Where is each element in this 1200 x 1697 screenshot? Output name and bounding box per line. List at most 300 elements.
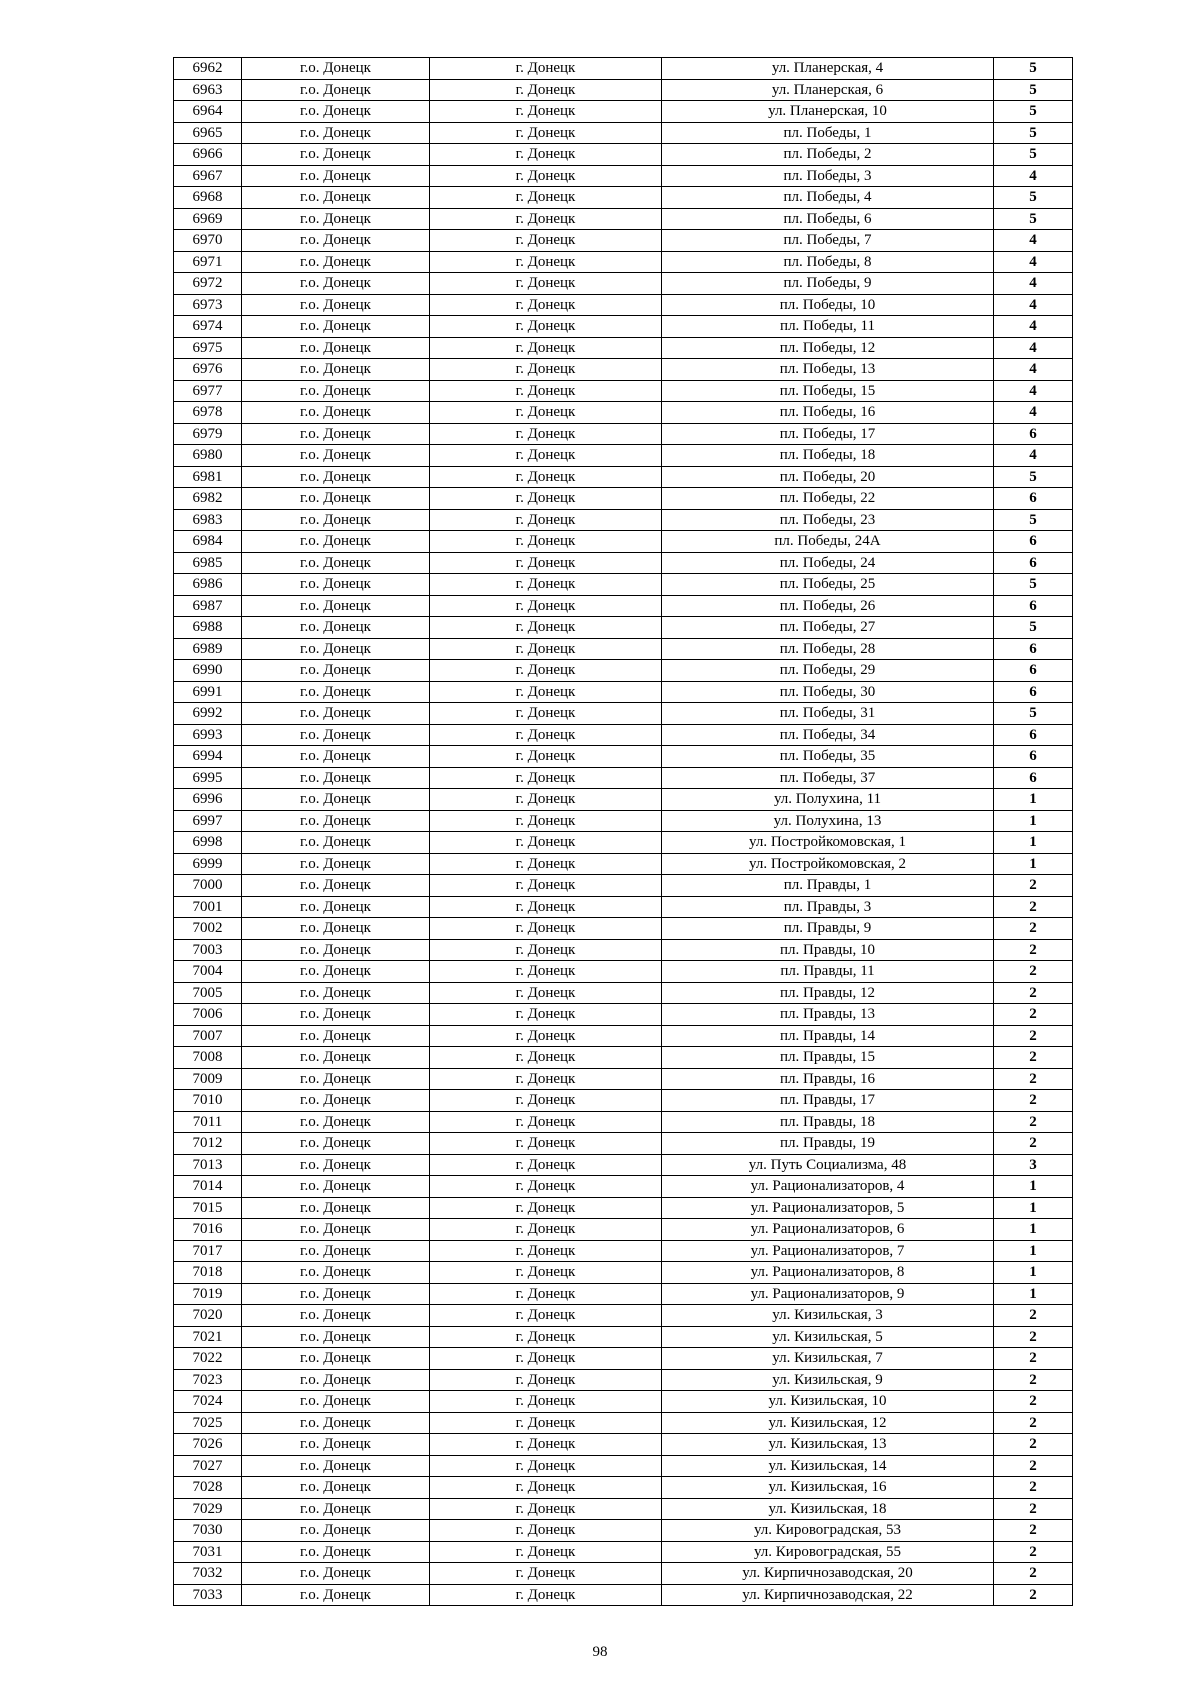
address-cell: ул. Кизильская, 13: [662, 1434, 994, 1456]
value-cell: 2: [994, 1090, 1073, 1112]
district-cell: г.о. Донецк: [242, 767, 430, 789]
district-cell: г.о. Донецк: [242, 380, 430, 402]
table-row: [174, 1111, 1073, 1133]
value-cell: 6: [994, 423, 1073, 445]
district-cell: г.о. Донецк: [242, 1176, 430, 1198]
value-cell: 4: [994, 165, 1073, 187]
row-id-cell: 6973: [174, 294, 242, 316]
table-row: [174, 896, 1073, 918]
address-cell: пл. Победы, 4: [662, 187, 994, 209]
address-cell: пл. Победы, 15: [662, 380, 994, 402]
city-cell: г. Донецк: [430, 1133, 662, 1155]
row-id-cell: 7023: [174, 1369, 242, 1391]
table-row: [174, 961, 1073, 983]
city-cell: г. Донецк: [430, 853, 662, 875]
value-cell: 1: [994, 789, 1073, 811]
table-row: [174, 273, 1073, 295]
district-cell: г.о. Донецк: [242, 918, 430, 940]
address-cell: пл. Победы, 3: [662, 165, 994, 187]
row-id-cell: 6999: [174, 853, 242, 875]
row-id-cell: 6989: [174, 638, 242, 660]
table-row: [174, 466, 1073, 488]
city-cell: г. Донецк: [430, 208, 662, 230]
row-id-cell: 6972: [174, 273, 242, 295]
city-cell: г. Донецк: [430, 1240, 662, 1262]
row-id-cell: 6968: [174, 187, 242, 209]
table-row: [174, 423, 1073, 445]
table-row: [174, 703, 1073, 725]
city-cell: г. Донецк: [430, 380, 662, 402]
table-row: [174, 294, 1073, 316]
table-row: [174, 617, 1073, 639]
row-id-cell: 6976: [174, 359, 242, 381]
value-cell: 2: [994, 1391, 1073, 1413]
table-row: [174, 1219, 1073, 1241]
city-cell: г. Донецк: [430, 1477, 662, 1499]
value-cell: 6: [994, 488, 1073, 510]
value-cell: 1: [994, 1219, 1073, 1241]
city-cell: г. Донецк: [430, 1025, 662, 1047]
table-row: [174, 402, 1073, 424]
city-cell: г. Донецк: [430, 294, 662, 316]
table-row: [174, 359, 1073, 381]
row-id-cell: 6981: [174, 466, 242, 488]
row-id-cell: 7029: [174, 1498, 242, 1520]
city-cell: г. Донецк: [430, 1305, 662, 1327]
city-cell: г. Донецк: [430, 79, 662, 101]
address-cell: пл. Правды, 14: [662, 1025, 994, 1047]
row-id-cell: 7012: [174, 1133, 242, 1155]
table-row: [174, 1305, 1073, 1327]
district-cell: г.о. Донецк: [242, 1004, 430, 1026]
address-cell: пл. Победы, 29: [662, 660, 994, 682]
address-cell: ул. Полухина, 13: [662, 810, 994, 832]
city-cell: г. Донецк: [430, 724, 662, 746]
district-cell: г.о. Донецк: [242, 101, 430, 123]
city-cell: г. Донецк: [430, 1219, 662, 1241]
value-cell: 2: [994, 1455, 1073, 1477]
value-cell: 4: [994, 294, 1073, 316]
row-id-cell: 6974: [174, 316, 242, 338]
district-cell: г.о. Донецк: [242, 1455, 430, 1477]
table-row: [174, 1498, 1073, 1520]
table-row: [174, 681, 1073, 703]
city-cell: г. Донецк: [430, 1498, 662, 1520]
address-cell: ул. Кизильская, 16: [662, 1477, 994, 1499]
row-id-cell: 6992: [174, 703, 242, 725]
row-id-cell: 6993: [174, 724, 242, 746]
address-cell: пл. Победы, 26: [662, 595, 994, 617]
city-cell: г. Донецк: [430, 832, 662, 854]
row-id-cell: 7013: [174, 1154, 242, 1176]
table-row: [174, 982, 1073, 1004]
row-id-cell: 7000: [174, 875, 242, 897]
district-cell: г.о. Донецк: [242, 1520, 430, 1542]
table-body: [174, 58, 1073, 1606]
value-cell: 4: [994, 380, 1073, 402]
city-cell: г. Донецк: [430, 1520, 662, 1542]
value-cell: 4: [994, 273, 1073, 295]
address-cell: пл. Победы, 13: [662, 359, 994, 381]
address-cell: ул. Кирпичнозаводская, 22: [662, 1584, 994, 1606]
address-cell: ул. Кизильская, 18: [662, 1498, 994, 1520]
district-cell: г.о. Донецк: [242, 402, 430, 424]
value-cell: 4: [994, 316, 1073, 338]
city-cell: г. Донецк: [430, 144, 662, 166]
table-row: [174, 724, 1073, 746]
address-cell: пл. Победы, 20: [662, 466, 994, 488]
city-cell: г. Донецк: [430, 1563, 662, 1585]
row-id-cell: 7020: [174, 1305, 242, 1327]
address-cell: пл. Победы, 24: [662, 552, 994, 574]
row-id-cell: 6982: [174, 488, 242, 510]
city-cell: г. Донецк: [430, 509, 662, 531]
city-cell: г. Донецк: [430, 1434, 662, 1456]
district-cell: г.о. Донецк: [242, 445, 430, 467]
value-cell: 2: [994, 1477, 1073, 1499]
value-cell: 5: [994, 101, 1073, 123]
district-cell: г.о. Донецк: [242, 1047, 430, 1069]
district-cell: г.о. Донецк: [242, 488, 430, 510]
district-cell: г.о. Донецк: [242, 144, 430, 166]
row-id-cell: 7017: [174, 1240, 242, 1262]
address-cell: пл. Победы, 10: [662, 294, 994, 316]
district-cell: г.о. Донецк: [242, 1262, 430, 1284]
table-row: [174, 1326, 1073, 1348]
address-cell: пл. Правды, 15: [662, 1047, 994, 1069]
address-cell: ул. Кизильская, 5: [662, 1326, 994, 1348]
city-cell: г. Донецк: [430, 595, 662, 617]
value-cell: 1: [994, 1283, 1073, 1305]
row-id-cell: 6991: [174, 681, 242, 703]
value-cell: 6: [994, 767, 1073, 789]
address-cell: пл. Победы, 22: [662, 488, 994, 510]
row-id-cell: 7032: [174, 1563, 242, 1585]
district-cell: г.о. Донецк: [242, 961, 430, 983]
address-cell: ул. Рационализаторов, 9: [662, 1283, 994, 1305]
value-cell: 2: [994, 1584, 1073, 1606]
district-cell: г.о. Донецк: [242, 681, 430, 703]
city-cell: г. Донецк: [430, 165, 662, 187]
address-cell: пл. Победы, 9: [662, 273, 994, 295]
value-cell: 2: [994, 1133, 1073, 1155]
address-cell: ул. Кизильская, 3: [662, 1305, 994, 1327]
district-cell: г.о. Донецк: [242, 574, 430, 596]
address-cell: ул. Кирпичнозаводская, 20: [662, 1563, 994, 1585]
address-cell: ул. Кировоградская, 53: [662, 1520, 994, 1542]
table-row: [174, 58, 1073, 80]
table-row: [174, 187, 1073, 209]
district-cell: г.о. Донецк: [242, 1326, 430, 1348]
city-cell: г. Донецк: [430, 101, 662, 123]
district-cell: г.о. Донецк: [242, 1240, 430, 1262]
value-cell: 2: [994, 1563, 1073, 1585]
row-id-cell: 6988: [174, 617, 242, 639]
city-cell: г. Донецк: [430, 789, 662, 811]
city-cell: г. Донецк: [430, 1111, 662, 1133]
value-cell: 2: [994, 1004, 1073, 1026]
city-cell: г. Донецк: [430, 810, 662, 832]
district-cell: г.о. Донецк: [242, 746, 430, 768]
district-cell: г.о. Донецк: [242, 1541, 430, 1563]
address-cell: пл. Победы, 8: [662, 251, 994, 273]
address-cell: пл. Победы, 1: [662, 122, 994, 144]
value-cell: 3: [994, 1154, 1073, 1176]
address-cell: ул. Рационализаторов, 7: [662, 1240, 994, 1262]
value-cell: 6: [994, 552, 1073, 574]
city-cell: г. Донецк: [430, 1262, 662, 1284]
district-cell: г.о. Донецк: [242, 1154, 430, 1176]
table-row: [174, 1584, 1073, 1606]
district-cell: г.о. Донецк: [242, 703, 430, 725]
row-id-cell: 6990: [174, 660, 242, 682]
table-row: [174, 380, 1073, 402]
address-cell: ул. Кизильская, 7: [662, 1348, 994, 1370]
row-id-cell: 7006: [174, 1004, 242, 1026]
row-id-cell: 6985: [174, 552, 242, 574]
value-cell: 5: [994, 466, 1073, 488]
city-cell: г. Донецк: [430, 1197, 662, 1219]
city-cell: г. Донецк: [430, 1283, 662, 1305]
city-cell: г. Донецк: [430, 316, 662, 338]
table-row: [174, 595, 1073, 617]
table-row: [174, 316, 1073, 338]
address-cell: ул. Рационализаторов, 8: [662, 1262, 994, 1284]
table-row: [174, 1434, 1073, 1456]
row-id-cell: 6971: [174, 251, 242, 273]
address-cell: пл. Победы, 31: [662, 703, 994, 725]
value-cell: 6: [994, 746, 1073, 768]
district-cell: г.о. Донецк: [242, 1498, 430, 1520]
value-cell: 5: [994, 58, 1073, 80]
address-cell: пл. Победы, 35: [662, 746, 994, 768]
row-id-cell: 6969: [174, 208, 242, 230]
row-id-cell: 7002: [174, 918, 242, 940]
city-cell: г. Донецк: [430, 660, 662, 682]
value-cell: 1: [994, 853, 1073, 875]
city-cell: г. Донецк: [430, 488, 662, 510]
district-cell: г.о. Донецк: [242, 1111, 430, 1133]
city-cell: г. Донецк: [430, 1154, 662, 1176]
address-cell: пл. Победы, 34: [662, 724, 994, 746]
city-cell: г. Донецк: [430, 638, 662, 660]
city-cell: г. Донецк: [430, 1412, 662, 1434]
row-id-cell: 7018: [174, 1262, 242, 1284]
table-row: [174, 1412, 1073, 1434]
row-id-cell: 6966: [174, 144, 242, 166]
table-row: [174, 509, 1073, 531]
table-row: [174, 445, 1073, 467]
district-cell: г.о. Донецк: [242, 1584, 430, 1606]
row-id-cell: 7028: [174, 1477, 242, 1499]
city-cell: г. Донецк: [430, 1541, 662, 1563]
district-cell: г.о. Донецк: [242, 466, 430, 488]
table-row: [174, 1541, 1073, 1563]
table-row: [174, 853, 1073, 875]
address-cell: пл. Победы, 23: [662, 509, 994, 531]
district-cell: г.о. Донецк: [242, 531, 430, 553]
city-cell: г. Донецк: [430, 1391, 662, 1413]
table-row: [174, 1348, 1073, 1370]
row-id-cell: 6978: [174, 402, 242, 424]
value-cell: 5: [994, 703, 1073, 725]
row-id-cell: 6997: [174, 810, 242, 832]
value-cell: 2: [994, 1520, 1073, 1542]
value-cell: 4: [994, 359, 1073, 381]
district-cell: г.о. Донецк: [242, 79, 430, 101]
address-cell: ул. Планерская, 4: [662, 58, 994, 80]
district-cell: г.о. Донецк: [242, 1348, 430, 1370]
district-cell: г.о. Донецк: [242, 595, 430, 617]
row-id-cell: 7027: [174, 1455, 242, 1477]
value-cell: 6: [994, 681, 1073, 703]
row-id-cell: 6970: [174, 230, 242, 252]
table-row: [174, 1520, 1073, 1542]
value-cell: 4: [994, 402, 1073, 424]
row-id-cell: 7007: [174, 1025, 242, 1047]
city-cell: г. Донецк: [430, 251, 662, 273]
value-cell: 5: [994, 617, 1073, 639]
value-cell: 2: [994, 1047, 1073, 1069]
value-cell: 2: [994, 1305, 1073, 1327]
value-cell: 5: [994, 208, 1073, 230]
value-cell: 5: [994, 144, 1073, 166]
value-cell: 6: [994, 724, 1073, 746]
table-row: [174, 832, 1073, 854]
table-row: [174, 1283, 1073, 1305]
value-cell: 1: [994, 1197, 1073, 1219]
table-row: [174, 1133, 1073, 1155]
value-cell: 5: [994, 509, 1073, 531]
row-id-cell: 6963: [174, 79, 242, 101]
district-cell: г.о. Донецк: [242, 1391, 430, 1413]
row-id-cell: 7003: [174, 939, 242, 961]
city-cell: г. Донецк: [430, 466, 662, 488]
value-cell: 1: [994, 832, 1073, 854]
value-cell: 2: [994, 1111, 1073, 1133]
value-cell: 5: [994, 187, 1073, 209]
row-id-cell: 7004: [174, 961, 242, 983]
address-cell: пл. Победы, 17: [662, 423, 994, 445]
district-cell: г.о. Донецк: [242, 273, 430, 295]
row-id-cell: 6965: [174, 122, 242, 144]
city-cell: г. Донецк: [430, 122, 662, 144]
address-cell: ул. Кировоградская, 55: [662, 1541, 994, 1563]
address-cell: пл. Победы, 16: [662, 402, 994, 424]
row-id-cell: 7019: [174, 1283, 242, 1305]
city-cell: г. Донецк: [430, 359, 662, 381]
city-cell: г. Донецк: [430, 746, 662, 768]
district-cell: г.о. Донецк: [242, 1283, 430, 1305]
row-id-cell: 6975: [174, 337, 242, 359]
district-cell: г.о. Донецк: [242, 724, 430, 746]
table-row: [174, 122, 1073, 144]
city-cell: г. Донецк: [430, 703, 662, 725]
district-cell: г.о. Донецк: [242, 939, 430, 961]
row-id-cell: 6986: [174, 574, 242, 596]
city-cell: г. Донецк: [430, 402, 662, 424]
table-row: [174, 810, 1073, 832]
city-cell: г. Донецк: [430, 1369, 662, 1391]
table-row: [174, 939, 1073, 961]
district-cell: г.о. Донецк: [242, 896, 430, 918]
row-id-cell: 6987: [174, 595, 242, 617]
district-cell: г.о. Донецк: [242, 1305, 430, 1327]
row-id-cell: 6977: [174, 380, 242, 402]
value-cell: 1: [994, 810, 1073, 832]
address-cell: пл. Правды, 1: [662, 875, 994, 897]
value-cell: 4: [994, 337, 1073, 359]
district-cell: г.о. Донецк: [242, 982, 430, 1004]
district-cell: г.о. Донецк: [242, 423, 430, 445]
city-cell: г. Донецк: [430, 875, 662, 897]
city-cell: г. Донецк: [430, 423, 662, 445]
value-cell: 1: [994, 1262, 1073, 1284]
value-cell: 2: [994, 1326, 1073, 1348]
city-cell: г. Донецк: [430, 1326, 662, 1348]
district-cell: г.о. Донецк: [242, 1197, 430, 1219]
address-cell: пл. Победы, 24А: [662, 531, 994, 553]
address-cell: пл. Победы, 12: [662, 337, 994, 359]
district-cell: г.о. Донецк: [242, 638, 430, 660]
row-id-cell: 6979: [174, 423, 242, 445]
address-cell: ул. Кизильская, 12: [662, 1412, 994, 1434]
address-cell: ул. Полухина, 11: [662, 789, 994, 811]
row-id-cell: 7026: [174, 1434, 242, 1456]
address-cell: ул. Постройкомовская, 2: [662, 853, 994, 875]
address-cell: пл. Победы, 28: [662, 638, 994, 660]
district-cell: г.о. Донецк: [242, 509, 430, 531]
city-cell: г. Донецк: [430, 531, 662, 553]
district-cell: г.о. Донецк: [242, 832, 430, 854]
table-row: [174, 208, 1073, 230]
district-cell: г.о. Донецк: [242, 359, 430, 381]
district-cell: г.о. Донецк: [242, 230, 430, 252]
district-cell: г.о. Донецк: [242, 294, 430, 316]
district-cell: г.о. Донецк: [242, 660, 430, 682]
row-id-cell: 7031: [174, 1541, 242, 1563]
table-row: [174, 1477, 1073, 1499]
address-cell: пл. Правды, 9: [662, 918, 994, 940]
row-id-cell: 7011: [174, 1111, 242, 1133]
address-cell: пл. Победы, 6: [662, 208, 994, 230]
address-cell: ул. Путь Социализма, 48: [662, 1154, 994, 1176]
value-cell: 2: [994, 1541, 1073, 1563]
district-cell: г.о. Донецк: [242, 875, 430, 897]
district-cell: г.о. Донецк: [242, 1563, 430, 1585]
address-cell: ул. Кизильская, 14: [662, 1455, 994, 1477]
row-id-cell: 6996: [174, 789, 242, 811]
address-cell: пл. Победы, 27: [662, 617, 994, 639]
district-cell: г.о. Донецк: [242, 1133, 430, 1155]
city-cell: г. Донецк: [430, 1090, 662, 1112]
row-id-cell: 7016: [174, 1219, 242, 1241]
value-cell: 2: [994, 1369, 1073, 1391]
value-cell: 5: [994, 79, 1073, 101]
row-id-cell: 6967: [174, 165, 242, 187]
table-row: [174, 1176, 1073, 1198]
table-row: [174, 531, 1073, 553]
row-id-cell: 6964: [174, 101, 242, 123]
city-cell: г. Донецк: [430, 1584, 662, 1606]
table-row: [174, 1563, 1073, 1585]
row-id-cell: 6962: [174, 58, 242, 80]
table-row: [174, 746, 1073, 768]
table-row: [174, 1068, 1073, 1090]
district-cell: г.о. Донецк: [242, 251, 430, 273]
address-cell: ул. Рационализаторов, 5: [662, 1197, 994, 1219]
table-row: [174, 767, 1073, 789]
